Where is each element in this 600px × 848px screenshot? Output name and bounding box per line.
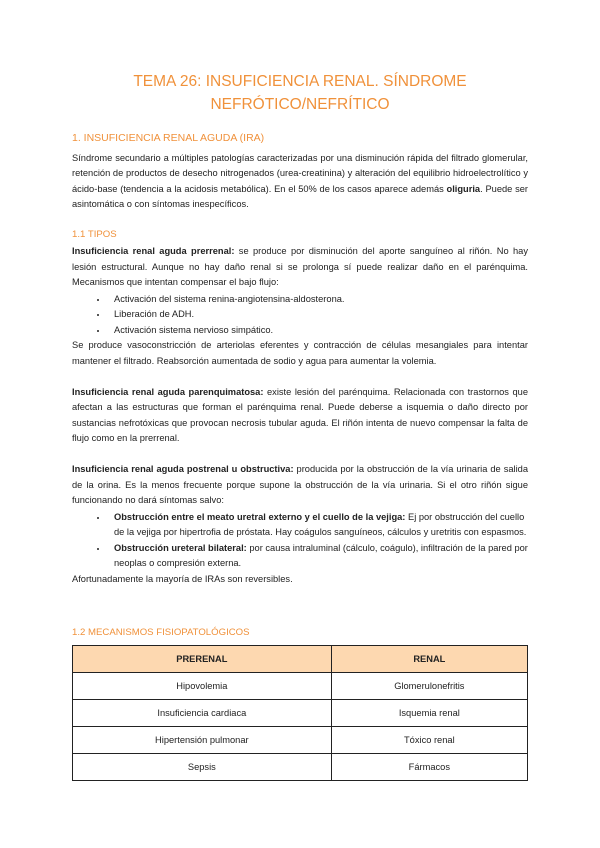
table-row: [73, 727, 528, 754]
postrenal-label: Insuficiencia renal aguda postrenal u obstructiva:: [72, 464, 294, 474]
page-title: [0, 70, 600, 116]
prerrenal-paragraph: [72, 244, 528, 291]
table-cell: Glomerulonefritis: [331, 673, 527, 700]
parenquimatosa-text: existe lesión del parénquima. Relacionada con trastornos que afectan a las estructuras que forman el parénquima renal. Puede deberse a isquemia o daño directo por sustancias nefrotóxicas que provocan necrosis tubular aguda. El riñón intenta de nuevo compensar la falta de flujo como en la prerrenal.: [72, 386, 528, 443]
main-content: [72, 131, 528, 587]
ira-intro-text-a: Síndrome secundario a múltiples patologías caracterizadas por una disminución rápida del filtrado glomerular, retención de productos de desecho nitrogenados (urea-creatinina) y alteración del equilibrio hidroelectrolítico y ácido-base (tendencia a la acidosis metabólica). En el 50% de los casos aparece además: [72, 152, 528, 194]
obstruction-2-label: Obstrucción ureteral bilateral:: [114, 542, 247, 553]
postrenal-text: producida por la obstrucción de la vía urinaria de salida de la orina. Es la menos frecuente porque supone la obstrucción de la vía urinaria. Si el otro riñón sigue funcionando no dará síntomas salvo:: [72, 464, 528, 505]
table-row: [73, 673, 528, 700]
table-cell: Hipertensión pulmonar: [73, 727, 332, 754]
mechanisms-table: [72, 645, 528, 781]
table-row: [73, 754, 528, 781]
obstruction-list: [72, 510, 528, 572]
obstruction-2-text: por causa intraluminal (cálculo, coágulo), infiltración de la pared por neoplas o compresión externa.: [114, 542, 528, 568]
prerrenal-label: Insuficiencia renal aguda prerrenal:: [72, 246, 235, 256]
list-item: • Activación del sistema renina-angiotensina-aldosterona.: [108, 292, 528, 308]
parenquimatosa-label: Insuficiencia renal aguda parenquimatosa:: [72, 386, 264, 397]
column-header-prerenal: PRERENAL: [73, 646, 332, 673]
column-header-renal: RENAL: [331, 646, 527, 673]
title-line-1: TEMA 26: INSUFICIENCIA RENAL. SÍNDROME: [133, 73, 467, 90]
section-heading-tipos: 1.1 TIPOS: [72, 228, 117, 240]
table-cell: Fármacos: [331, 754, 527, 781]
prerrenal-text: se produce por disminución del aporte sanguíneo al riñón. No hay lesión estructural. Aunque no hay daño renal si se prolonga sí puede realizar daño en el parénquima. Mecanismos que intentan compensar el bajo flujo:: [72, 246, 528, 287]
table-cell: Tóxico renal: [331, 727, 527, 754]
section-heading-mecanismos: 1.2 MECANISMOS FISIOPATOLÓGICOS: [72, 627, 250, 638]
title-line-2: NEFRÓTICO/NEFRÍTICO: [210, 96, 390, 113]
table-cell: Hipovolemia: [73, 673, 332, 700]
list-item: [108, 541, 528, 572]
ira-intro-text-b: . Puede ser asintomática o con síntomas inespecíficos.: [72, 183, 529, 209]
prerrenal-after-paragraph: Se produce vasoconstricción de arteriolas eferentes y contracción de células mesangiales para intentar mantener el filtrado. Reabsorción aumentada de sodio y agua para aumentar la volemia.: [72, 340, 528, 366]
table-row: [73, 700, 528, 727]
list-item: • Activación sistema nervioso simpático.: [108, 323, 528, 339]
obstruction-1-text: Ej por obstrucción del cuello de la vejiga por hipertrofia de próstata. Hay coágulos sanguíneos, cálculos y uretritis con espasmos.: [114, 511, 527, 537]
section-heading-ira: 1. INSUFICIENCIA RENAL AGUDA (IRA): [72, 132, 265, 144]
closing-paragraph: Afortunadamente la mayoría de IRAs son reversibles.: [72, 573, 293, 584]
compensation-list: [72, 292, 528, 339]
postrenal-paragraph: [72, 462, 528, 509]
table-cell: Sepsis: [73, 754, 332, 781]
table-cell: Isquemia renal: [331, 700, 527, 727]
ira-intro-paragraph: [72, 151, 528, 213]
obstruction-1-label: Obstrucción entre el meato uretral externo y el cuello de la vejiga:: [114, 511, 406, 522]
ira-intro-bold: oliguria: [446, 183, 481, 194]
table-header-row: [73, 646, 528, 673]
table-cell: Insuficiencia cardiaca: [73, 700, 332, 727]
list-item: • Liberación de ADH.: [108, 307, 528, 323]
parenquimatosa-paragraph: [72, 385, 528, 447]
list-item: [108, 510, 528, 541]
